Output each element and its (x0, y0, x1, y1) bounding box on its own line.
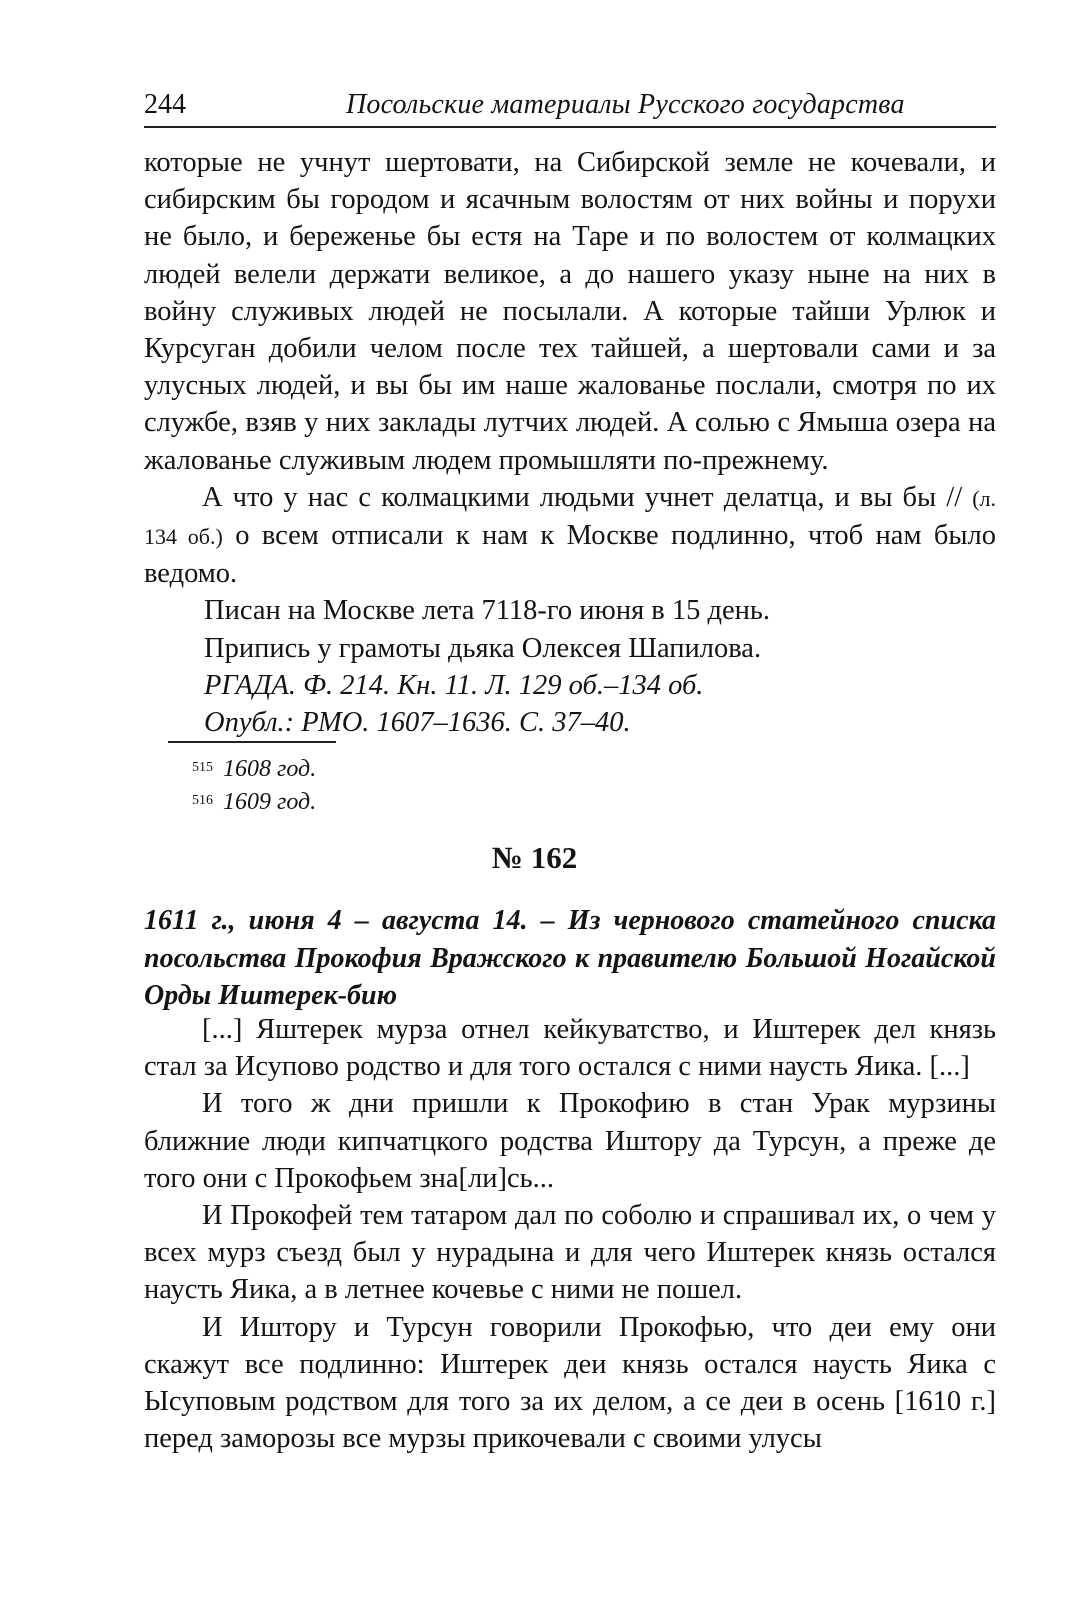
paragraph: И Иштору и Турсун говорили Прокофью, что деи ему они скажут все подлинно: Иштерек деи князь остался наусть Яика с Ысуповым родством для того за их делом, а се деи в осень [1610 г.] перед заморозы все мурзы прикочевали с своими улусы (144, 1311, 996, 1455)
footnote-text: 1608 год. (223, 756, 317, 782)
signature-line: Припись у грамоты дьяка Олексея Шапилова. (204, 632, 762, 664)
archive-reference: РГАДА. Ф. 214. Кн. 11. Л. 129 об.–134 об. (204, 669, 704, 701)
paragraph-text: А что у нас с колмацкими людьми учнет делатца, и вы бы // (202, 481, 963, 513)
footnote-text: 1609 год. (223, 789, 317, 815)
document-text (144, 1011, 996, 1457)
footnote-divider (168, 741, 336, 743)
footnote-mark: 516 (192, 793, 213, 808)
date-line: Писан на Москве лета 7118-го июня в 15 день. (204, 595, 771, 627)
paragraph: И Прокофей тем татаром дал по соболю и спрашивал их, о чем у всех мурз съезд был у нурадына и для чего Иштерек князь остался наусть Яика, а в летнее кочевье с ними не пошел. (144, 1200, 996, 1306)
paragraph: [...] Яштерек мурза отнел кейкуватство, и Иштерек дел князь стал за Исупово родство и для того остался с ними наусть Яика. [...] (144, 1014, 996, 1083)
footnotes (192, 753, 316, 819)
folio-reference: (л. 134 об.) (144, 485, 997, 550)
footnote (192, 753, 316, 786)
continued-document-text (144, 144, 996, 741)
page-header (144, 86, 996, 128)
paragraph: которые не учнут шертовати, на Сибирской земле не кочевали, и сибирским бы городом и ясачным волостям от них войны и порухи не было, и береженье бы естя на Таре и по волостем от колмацких людей велели держати великое, а до нашего указу ныне на них в войну служивых людей не посылали. А которые тайши Урлюк и Курсуган добили челом после тех тайшей, а шертовали сами и за улусных людей, и вы бы им наше жалованье послали, смотря по их службе, взяв у них заклады лутчих людей. А солью с Ямыша озера на жалованье служивым людем промышляти по-прежнему. (144, 147, 996, 476)
paragraph: И того ж дни пришли к Прокофию в стан Урак мурзины ближние люди кипчатцкого родства Иштору да Турсун, а преже де того они с Прокофьем зна[ли]сь... (144, 1088, 996, 1194)
page-number: 244 (144, 89, 186, 120)
running-title: Посольские материалы Русского государства (346, 89, 905, 120)
document-heading: 1611 г., июня 4 – августа 14. – Из чернового статейного списка посольства Прокофия Вражского к правителю Большой Ногайской Орды Иштерек-бию (144, 905, 996, 1011)
footnote (192, 786, 316, 819)
document-number: № 162 (491, 840, 578, 875)
publication-reference: Опубл.: РМО. 1607–1636. С. 37–40. (204, 707, 631, 739)
paragraph (144, 479, 996, 593)
footnote-mark: 515 (192, 760, 213, 775)
paragraph-text: о всем отписали к нам к Москве подлинно, чтоб нам было ведомо. (144, 520, 997, 590)
